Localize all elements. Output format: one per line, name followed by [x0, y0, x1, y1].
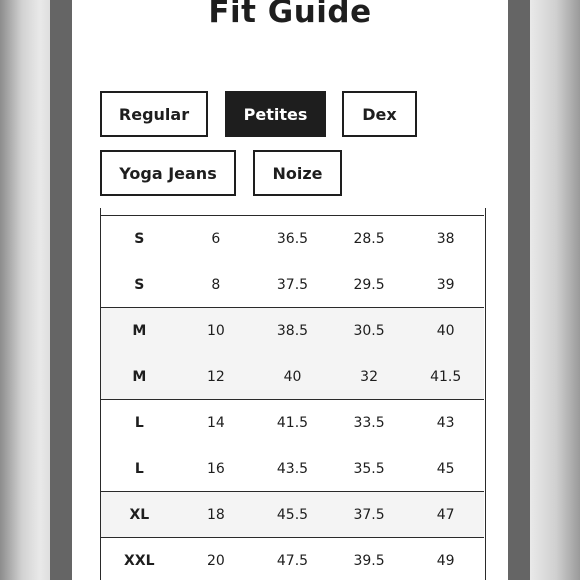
table-row	[101, 538, 484, 580]
table-row	[101, 308, 484, 354]
table-cell: 29.5	[353, 277, 385, 293]
table-cell: 40	[283, 369, 302, 385]
table-cell: 20	[206, 553, 225, 569]
table-cell: 33.5	[353, 415, 385, 431]
table-row	[101, 216, 484, 262]
table-cell: 18	[206, 507, 225, 523]
table-cell: XL	[129, 507, 150, 523]
table-row	[101, 492, 484, 538]
table-cell: 14	[206, 415, 225, 431]
table-cell: 35.5	[353, 461, 385, 477]
table-cell: L	[134, 415, 144, 431]
table-cell: 8	[211, 277, 221, 293]
table-cell: 45.5	[276, 507, 309, 523]
table-cell: S	[134, 231, 145, 247]
tab-noize[interactable]: Noize	[253, 150, 342, 196]
table-cell: 28.5	[353, 231, 385, 247]
table-cell: XXL	[124, 553, 155, 569]
table-cell: 47	[436, 507, 455, 523]
table-cell: L	[134, 461, 144, 477]
tab-yoga-jeans[interactable]: Yoga Jeans	[100, 150, 236, 196]
table-cell: 43	[436, 415, 455, 431]
tab-dex[interactable]: Dex	[342, 91, 417, 137]
table-cell: 49	[436, 553, 455, 569]
table-cell: 41.5	[430, 369, 462, 385]
table-row	[101, 400, 484, 446]
page-title: Fit Guide	[208, 0, 372, 30]
tab-regular[interactable]: Regular	[100, 91, 208, 137]
phone-frame-left	[50, 0, 72, 580]
table-cell: 6	[211, 231, 221, 247]
phone-frame-right	[508, 0, 530, 580]
table-row	[101, 354, 484, 400]
table-cell: 12	[206, 369, 225, 385]
table-cell: 37.5	[276, 277, 309, 293]
table-cell: 45	[436, 461, 455, 477]
table-cell: 36.5	[276, 231, 309, 247]
table-cell: 37.5	[353, 507, 385, 523]
table-cell: 30.5	[353, 323, 385, 339]
table-row	[101, 262, 484, 308]
table-cell: 16	[206, 461, 225, 477]
size-table	[100, 208, 486, 580]
table-cell: 38.5	[276, 323, 309, 339]
tab-petites[interactable]: Petites	[225, 91, 326, 137]
table-cell: S	[134, 277, 145, 293]
table-cell: 38	[436, 231, 455, 247]
table-cell: 41.5	[276, 415, 309, 431]
table-row	[101, 446, 484, 492]
fit-guide-panel	[72, 0, 508, 580]
table-cell: 43.5	[276, 461, 309, 477]
table-cell: M	[132, 369, 147, 385]
table-cell: 47.5	[276, 553, 309, 569]
table-cell: 40	[436, 323, 455, 339]
table-cell: 39	[436, 277, 455, 293]
table-cell: 32	[360, 369, 378, 385]
table-cell: 39.5	[353, 553, 385, 569]
table-cell: 10	[206, 323, 225, 339]
table-cell: M	[132, 323, 147, 339]
